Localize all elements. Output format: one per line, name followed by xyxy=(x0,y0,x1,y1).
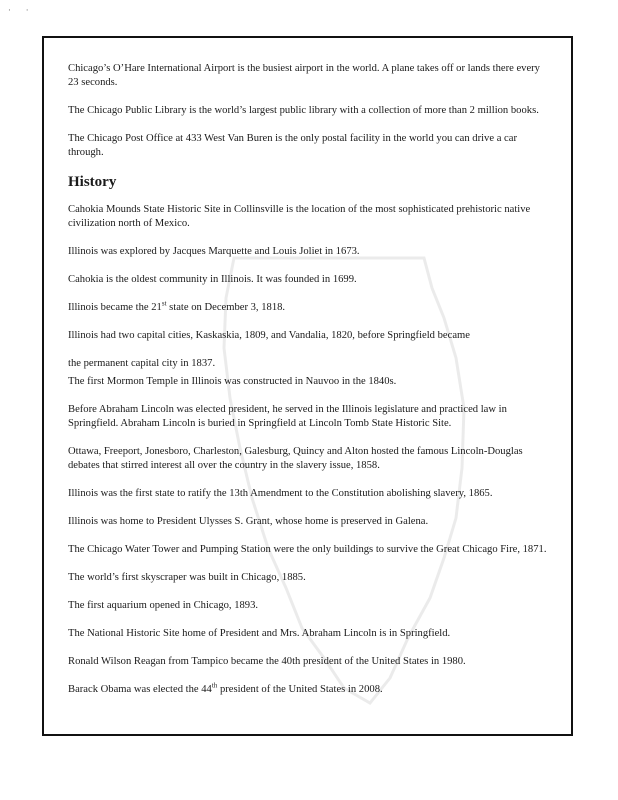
history-item: Illinois was explored by Jacques Marquette and Louis Joliet in 1673. xyxy=(68,246,360,257)
obama-superscript: th xyxy=(211,681,218,690)
history-item-obama xyxy=(68,683,553,697)
statehood-text-end: state on December 3, 1818. xyxy=(166,302,286,313)
page-content xyxy=(68,62,553,711)
history-item: the permanent capital city in 1837. xyxy=(68,358,216,369)
fact-ohare: Chicago’s O’Hare International Airport is the busiest airport in the world. A plane takes off or lands there every 23 seconds. xyxy=(68,63,540,88)
fact-library: The Chicago Public Library is the world’s largest public library with a collection of more than 2 million books. xyxy=(68,105,539,116)
obama-text: Barack Obama was elected the 44 xyxy=(68,684,212,695)
history-item: The National Historic Site home of President and Mrs. Abraham Lincoln is in Springfield. xyxy=(68,628,451,639)
page-border-frame xyxy=(42,36,573,736)
history-item: Ronald Wilson Reagan from Tampico became the 40th president of the United States in 1980. xyxy=(68,656,466,667)
history-item: Cahokia is the oldest community in Illinois. It was founded in 1699. xyxy=(68,274,357,285)
scan-marks: · · xyxy=(8,6,35,16)
history-item: Illinois had two capital cities, Kaskaskia, 1809, and Vandalia, 1820, before Springfield became xyxy=(68,330,470,341)
history-item: Ottawa, Freeport, Jonesboro, Charleston, Galesburg, Quincy and Alton hosted the famous Lincoln-Douglas debates that stirred interest all over the country in the slavery issue, 1858. xyxy=(68,446,523,471)
history-item: Illinois was the first state to ratify the 13th Amendment to the Constitution abolishing slavery, 1865. xyxy=(68,488,493,499)
history-item: Cahokia Mounds State Historic Site in Collinsville is the location of the most sophisticated prehistoric native civilization north of Mexico. xyxy=(68,204,531,229)
statehood-superscript: st xyxy=(161,299,167,308)
fact-post-office: The Chicago Post Office at 433 West Van Buren is the only postal facility in the world you can drive a car through. xyxy=(68,133,517,158)
history-item: The first aquarium opened in Chicago, 1893. xyxy=(68,600,259,611)
history-item: Illinois was home to President Ulysses S. Grant, whose home is preserved in Galena. xyxy=(68,516,429,527)
history-item: The Chicago Water Tower and Pumping Station were the only buildings to survive the Great Chicago Fire, 1871. xyxy=(68,544,547,555)
history-item-statehood xyxy=(68,301,553,315)
statehood-text: Illinois became the 21 xyxy=(68,302,162,313)
history-heading: History xyxy=(68,174,117,190)
obama-text-end: president of the United States in 2008. xyxy=(217,684,383,695)
history-item: The world’s first skyscraper was built in Chicago, 1885. xyxy=(68,572,306,583)
history-item: The first Mormon Temple in Illinois was constructed in Nauvoo in the 1840s. xyxy=(68,376,397,387)
history-item: Before Abraham Lincoln was elected president, he served in the Illinois legislature and practiced law in Springfield. Abraham Lincoln is buried in Springfield at Lincoln Tomb State Historic Site. xyxy=(68,404,507,429)
